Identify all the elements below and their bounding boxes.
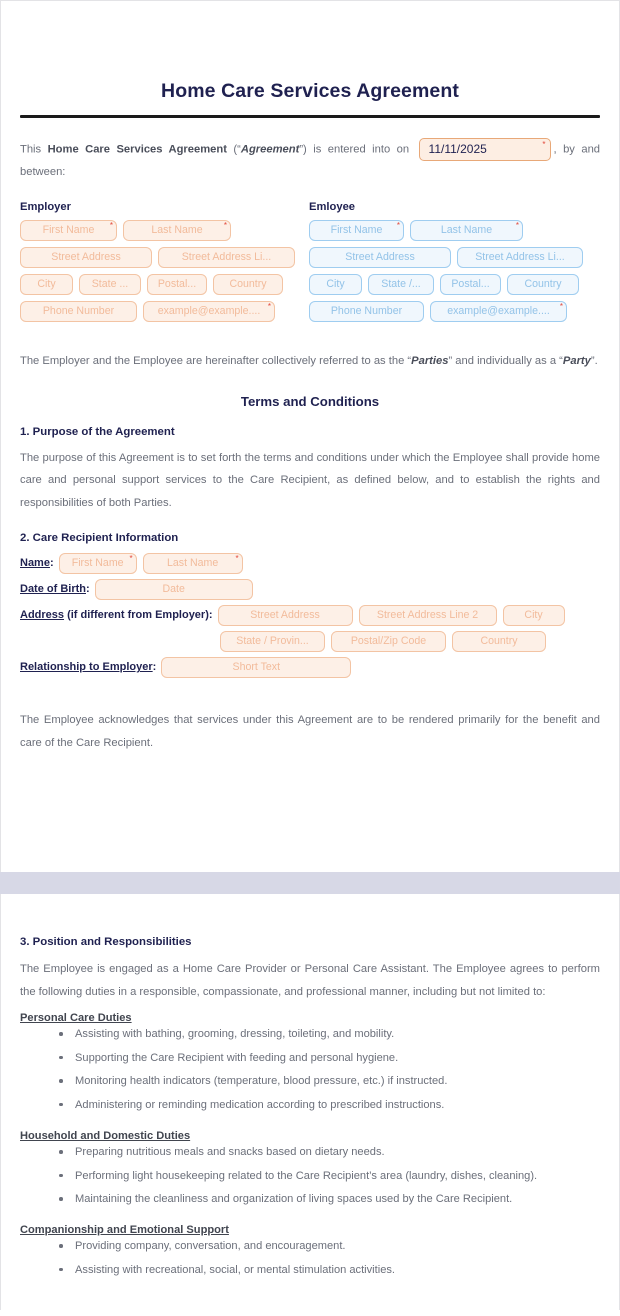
employee-name-row [309,220,584,241]
agreement-date-input[interactable] [419,138,551,161]
care-recipient-dob-label [20,583,90,595]
list-item: Maintaining the cleanliness and organization of living spaces used by the Care Recipient. [59,1192,600,1215]
employee-heading: Emloyee [309,200,356,213]
employer-city-input[interactable]: City [20,274,73,295]
duties-group-heading-0: Personal Care Duties [20,1012,132,1025]
employee-phone-input[interactable]: Phone Number [309,301,424,322]
required-asterisk-icon: * [223,220,227,230]
list-item: Preparing nutritious meals and snacks based on dietary needs. [59,1145,600,1168]
employee-last-name-placeholder: Last Name [440,223,493,236]
employer-postal-input[interactable]: Postal... [147,274,207,295]
page-break-separator [0,872,620,894]
required-asterisk-icon: * [129,553,133,563]
required-asterisk-icon: * [515,220,519,230]
care-recipient-name-row [20,553,600,574]
section-2-heading: 2. Care Recipient Information [20,531,179,544]
employer-name-row [20,220,295,241]
parties-clause-b: ” and individually as a “ [448,354,563,367]
employee-email-input[interactable] [430,301,567,322]
required-asterisk-icon: * [267,301,271,311]
care-recipient-country-input[interactable]: Country [452,631,546,652]
employee-last-name-input[interactable] [410,220,523,241]
care-recipient-state-input[interactable]: State / Provin... [220,631,325,652]
agreement-date-value: 11/11/2025 [428,142,487,156]
section-3-body: The Employee is engaged as a Home Care Provider or Personal Care Assistant. The Employee agrees to perform the following duties in a responsible, compassionate, and professional manner, including but not limited to: [20,963,600,998]
intro-text-mid-close: ”) is entered into on [299,143,416,156]
care-recipient-dob-label-text: Date of Birth [20,583,86,596]
care-recipient-street-address-input[interactable]: Street Address [218,605,353,626]
care-recipient-city-input[interactable]: City [503,605,565,626]
list-item: Providing company, conversation, and encouragement. [59,1239,600,1262]
parties-clause-a: The Employer and the Employee are hereinafter collectively referred to as the “ [20,354,412,367]
care-recipient-name-label-text: Name [20,557,50,570]
care-recipient-dob-row [20,579,600,600]
duties-list-0 [20,1024,600,1121]
employer-phone-input[interactable]: Phone Number [20,301,137,322]
employer-city-row [20,274,295,295]
employer-email-input[interactable] [143,301,275,322]
care-recipient-name-colon: : [49,557,54,570]
care-recipient-street-address-2-input[interactable]: Street Address Line 2 [359,605,497,626]
list-item: Monitoring health indicators (temperature, blood pressure, etc.) if instructed. [59,1074,600,1097]
employee-postal-input[interactable]: Postal... [440,274,501,295]
intro-text-before: This [20,143,48,156]
care-recipient-address-label-rest: (if different from Employer): [64,609,213,622]
employer-email-placeholder: example@example.... [157,304,261,317]
parties-clause-paragraph [20,328,600,373]
employee-first-name-placeholder: First Name [330,223,383,236]
party-term: Party [562,354,591,367]
employer-first-name-input[interactable] [20,220,117,241]
page-title: Home Care Services Agreement [161,80,459,102]
care-recipient-address-row-2 [20,631,600,652]
employer-street-row [20,247,295,268]
parties-term: Parties [411,354,449,367]
employee-city-row [309,274,584,295]
acknowledgement-paragraph: The Employee acknowledges that services under this Agreement are to be rendered primarily for the benefit and care of the Care Recipient. [20,713,600,749]
list-item: Administering or reminding medication according to prescribed instructions. [59,1098,600,1121]
employee-column [309,201,584,328]
care-recipient-name-label [20,557,54,569]
care-recipient-relationship-row [20,657,600,678]
employer-country-input[interactable]: Country [213,274,283,295]
employer-street-address-input[interactable]: Street Address [20,247,152,268]
care-recipient-address-label-text: Address [20,609,65,622]
care-recipient-dob-input[interactable]: Date [95,579,253,600]
parties-clause-c: ”. [590,354,598,367]
care-recipient-relationship-label-text: Relationship to Employer [20,661,153,674]
employee-contact-row [309,301,584,322]
employee-street-address-2-input[interactable]: Street Address Li... [457,247,583,268]
terms-and-conditions-heading: Terms and Conditions [240,393,380,409]
care-recipient-last-name-input[interactable] [143,553,243,574]
employer-street-address-2-input[interactable]: Street Address Li... [158,247,295,268]
intro-text-mid-open: (“ [226,143,241,156]
care-recipient-relationship-colon: : [152,661,157,674]
care-recipient-last-name-placeholder: Last Name [167,556,219,569]
required-asterisk-icon: * [559,301,563,311]
employee-street-row [309,247,584,268]
care-recipient-dob-colon: : [86,583,90,596]
care-recipient-first-name-placeholder: First Name [71,556,124,569]
care-recipient-first-name-input[interactable] [59,553,137,574]
duties-group-heading-1: Household and Domestic Duties [20,1130,191,1143]
employee-first-name-input[interactable] [309,220,404,241]
required-asterisk-icon: * [396,220,400,230]
employee-email-placeholder: example@example.... [447,304,550,317]
employee-city-input[interactable]: City [309,274,362,295]
required-asterisk-icon: * [542,140,546,149]
care-recipient-form [20,544,600,678]
intro-text-after: , by and between: [20,143,601,179]
required-asterisk-icon: * [109,220,113,230]
intro-agreement-bold: Home Care Services Agreement [47,143,227,156]
duties-list-2 [20,1236,600,1286]
care-recipient-address-label [20,609,213,621]
employer-state-input[interactable]: State ... [79,274,141,295]
employer-last-name-input[interactable] [123,220,231,241]
required-asterisk-icon: * [235,553,239,563]
intro-paragraph [20,118,600,184]
employer-column [20,201,295,328]
parties-section [20,184,600,328]
section-1-body: The purpose of this Agreement is to set forth the terms and conditions under which the Employee shall provide home care and personal support services to the Care Recipient, as defined below, and to establish the rights and responsibilities of both Parties. [20,451,600,510]
list-item: Assisting with recreational, social, or mental stimulation activities. [59,1263,600,1286]
employee-country-input[interactable]: Country [507,274,579,295]
employer-heading: Employer [20,200,71,213]
employee-state-input[interactable]: State /... [368,274,434,295]
employer-contact-row [20,301,295,322]
care-recipient-address-row [20,605,600,626]
employer-last-name-placeholder: Last Name [151,223,203,236]
section-3-heading: 3. Position and Responsibilities [20,936,192,948]
employer-first-name-placeholder: First Name [42,223,95,236]
document-page-2 [0,894,620,1310]
duties-list-1 [20,1142,600,1215]
care-recipient-relationship-label [20,661,156,673]
care-recipient-postal-input[interactable]: Postal/Zip Code [331,631,446,652]
list-item: Supporting the Care Recipient with feeding and personal hygiene. [59,1051,600,1074]
list-item: Assisting with bathing, grooming, dressing, toileting, and mobility. [59,1027,600,1050]
list-item: Performing light housekeeping related to the Care Recipient’s area (laundry, dishes, cleaning). [59,1169,600,1192]
section-1-heading: 1. Purpose of the Agreement [20,425,175,438]
care-recipient-relationship-input[interactable]: Short Text [161,657,351,678]
intro-agreement-italic: Agreement [240,143,300,156]
employee-street-address-input[interactable]: Street Address [309,247,451,268]
duties-group-heading-2: Companionship and Emotional Support [20,1224,229,1237]
